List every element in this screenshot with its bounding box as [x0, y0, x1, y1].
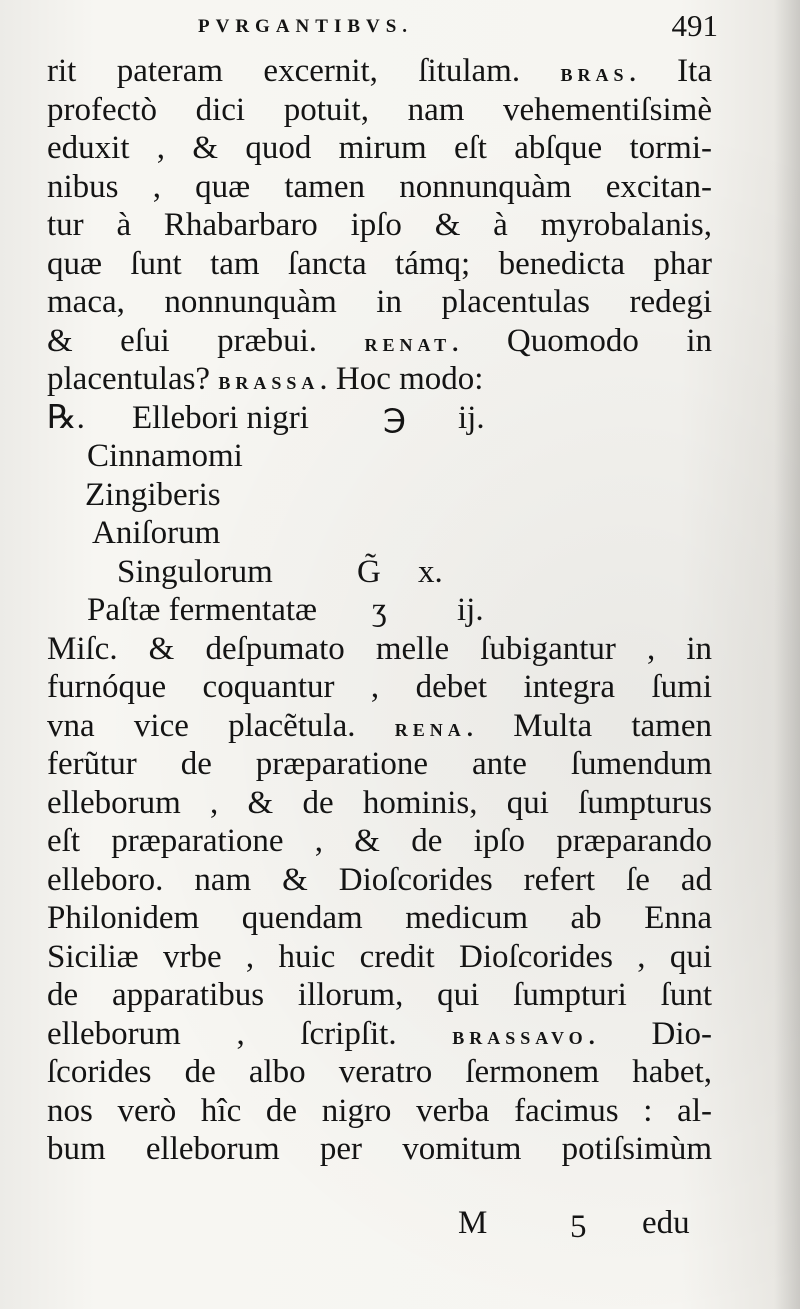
line-text: quæ ſunt tam ſancta támq; benedicta phar	[47, 245, 712, 282]
speaker-name: BRASSAVO	[452, 1027, 588, 1048]
line-text: . Hoc modo:	[319, 361, 484, 397]
line-text: placentulas?	[47, 361, 219, 397]
page-number: 491	[671, 8, 718, 43]
text-line	[47, 283, 712, 322]
line-text: tur à Rhabarbaro ipſo & à myrobalanis,	[47, 207, 712, 243]
text-line	[47, 976, 712, 1015]
line-text: eſt præparatione , & de ipſo præparando	[47, 823, 712, 859]
line-text: . Ita	[628, 53, 712, 89]
ingredient-unit: ℈	[383, 399, 407, 436]
page-footer	[0, 1205, 800, 1255]
text-line	[47, 206, 712, 245]
line-text: maca, nonnunquàm in placentulas redegi	[47, 284, 712, 320]
line-text: profectò dici potuit, nam vehementiſsimè	[47, 91, 712, 128]
line-text: Siciliæ vrbe , huic credit Dioſcorides , qui	[47, 938, 712, 975]
text-line	[47, 784, 712, 823]
text-line	[47, 360, 712, 399]
text-line	[47, 1053, 712, 1092]
page-edge-shadow	[774, 0, 800, 1309]
ingredient-quantity: x.	[418, 553, 443, 590]
page-header	[198, 8, 718, 48]
speaker-name: RENAT	[364, 334, 452, 355]
recipe-line	[47, 437, 712, 476]
ingredient-quantity: ij.	[457, 592, 484, 628]
text-line	[47, 168, 712, 207]
ingredient-name: Paſtæ fermentatæ	[87, 592, 318, 628]
catchword: edu	[642, 1205, 690, 1241]
speaker-name: BRAS	[560, 65, 629, 85]
line-text: ferũtur de præparatione ante ſumendum	[47, 746, 712, 782]
ingredient-unit: ʒ	[372, 592, 387, 628]
speaker-name: BRASSA	[218, 373, 320, 393]
text-line	[47, 1092, 712, 1131]
ingredient-name: Singulorum	[117, 553, 273, 590]
line-text: elleborum , ſcripſit.	[47, 1015, 453, 1052]
speaker-name: RENA	[394, 719, 466, 740]
paragraph-bottom	[47, 630, 712, 1169]
line-text: de apparatibus illorum, qui ſumpturi ſunt	[47, 977, 712, 1013]
text-line	[47, 822, 712, 861]
paragraph-top	[47, 52, 712, 399]
line-text: & eſui præbui.	[47, 322, 365, 359]
text-line	[47, 938, 712, 977]
line-text: bum elleborum per vomitum potiſsimùm	[47, 1131, 712, 1167]
recipe-block	[47, 399, 712, 630]
text-line	[47, 322, 712, 361]
line-text: vna vice placẽtula.	[47, 707, 395, 744]
text-line	[47, 630, 712, 669]
recipe-line	[47, 399, 712, 438]
body-text	[47, 52, 712, 1169]
text-line	[47, 668, 712, 707]
text-line	[47, 899, 712, 938]
text-line	[47, 91, 712, 130]
signature-letter: M	[458, 1205, 488, 1241]
ingredient-name: Zingiberis	[85, 476, 221, 513]
recipe-line	[47, 514, 712, 553]
text-line	[47, 861, 712, 900]
text-line	[47, 1130, 712, 1169]
line-text: elleboro. nam & Dioſcorides refert ſe ad	[47, 861, 712, 898]
line-text: rit pateram excernit, ſitulam.	[47, 53, 561, 89]
ingredient-name: Ellebori nigri	[132, 399, 309, 436]
text-line	[47, 245, 712, 284]
line-text: eduxit , & quod mirum eſt abſque tormi-	[47, 130, 712, 166]
line-text: Miſc. & deſpumato melle ſubigantur , in	[47, 630, 712, 667]
line-text: . Multa tamen	[465, 707, 712, 744]
line-text: . Quomodo in	[451, 322, 712, 359]
line-text: Philonidem quendam medicum ab Enna	[47, 900, 712, 936]
line-text: furnóque coquantur , debet integra ſumi	[47, 669, 712, 705]
text-line	[47, 707, 712, 746]
recipe-symbol: ℞.	[47, 399, 85, 436]
text-line	[47, 129, 712, 168]
line-text: . Dio-	[587, 1015, 712, 1052]
recipe-line	[47, 476, 712, 515]
text-line	[47, 52, 712, 91]
ingredient-name: Cinnamomi	[87, 438, 243, 474]
line-text: ſcorides de albo veratro ſermonem habet,	[47, 1054, 712, 1090]
recipe-line	[47, 553, 712, 592]
ingredient-name: Aniſorum	[92, 515, 221, 551]
line-text: nibus , quæ tamen nonnunquàm excitan-	[47, 168, 712, 205]
ingredient-quantity: ij.	[458, 399, 485, 436]
text-line	[47, 745, 712, 784]
running-head: PVRGANTIBVS.	[198, 16, 414, 37]
line-text: elleborum , & de hominis, qui ſumpturus	[47, 784, 712, 821]
ingredient-unit: G̃	[357, 553, 381, 590]
signature-number: 5	[570, 1209, 587, 1245]
text-line	[47, 1015, 712, 1054]
line-text: nos verò hîc de nigro verba facimus : al-	[47, 1092, 712, 1129]
recipe-line	[47, 591, 712, 630]
